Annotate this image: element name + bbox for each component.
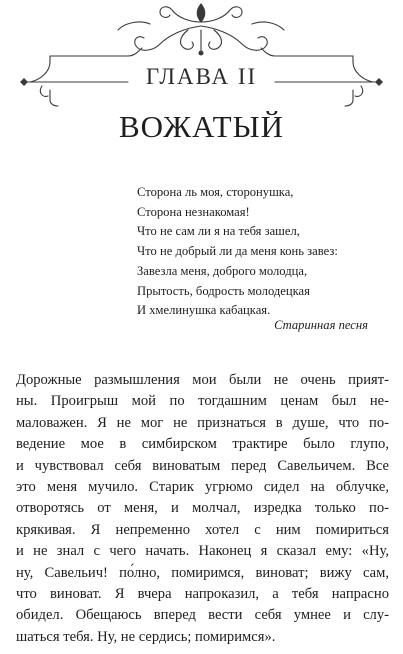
epigraph-line: Что не сам ли я на тебя зашел, bbox=[137, 224, 300, 239]
chapter-title: ВОЖАТЫЙ bbox=[118, 109, 285, 144]
body-line: ну, Савельич! по́лно, помиримся, виноват; вижу сам, bbox=[16, 564, 389, 581]
body-line: шаться тебя. Ну, не сердись; помиримся». bbox=[16, 628, 276, 645]
body-line: Дорожные размышления мои были не очень прият- bbox=[16, 372, 389, 388]
epigraph-line: Прытость, бодрость молодецкая bbox=[137, 283, 310, 298]
ornament-frame bbox=[0, 0, 403, 110]
body-line: ны. Проигрыш мой по тогдашним ценам был не- bbox=[16, 393, 389, 410]
epigraph-line: Завезла меня, доброго молодца, bbox=[137, 263, 308, 278]
epigraph-line: Сторона незнакомая! bbox=[137, 204, 250, 219]
epigraph-source: Старинная песня bbox=[274, 318, 368, 332]
body-line: это меня мучило. Старик угрюмо сидел на облучке, bbox=[16, 479, 389, 496]
body-line: и чувствовал себя виноватым перед Савельичем. Все bbox=[16, 457, 389, 474]
chapter-label: ГЛАВА II bbox=[145, 64, 258, 89]
body-line: маловажен. Я не мог не признаться в душе, что по- bbox=[16, 414, 389, 431]
epigraph-line: Что не добрый ли да меня конь завез: bbox=[137, 244, 338, 259]
body-line: крякивая. Я непременно хотел с ним помириться bbox=[16, 521, 389, 538]
body-line: отворотясь от меня, и молчал, изредка только по- bbox=[16, 500, 389, 517]
epigraph-line: И хмелинушка кабацкая. bbox=[137, 303, 271, 318]
body-line: что виноват. Я вчера напроказил, а тебя напрасно bbox=[16, 586, 389, 603]
body-line: обидел. Обещаюсь вперед вести себя умнее и слу- bbox=[16, 607, 389, 624]
epigraph-line: Сторона ль моя, сторонушка, bbox=[137, 185, 294, 199]
body-paragraph bbox=[16, 370, 389, 648]
top-scroll-ornament bbox=[118, 4, 284, 55]
epigraph bbox=[137, 183, 377, 321]
body-line: ведение мое в симбирском трактире было глупо, bbox=[16, 436, 389, 453]
body-line: и не знал с чего начать. Наконец я сказал ему: «Ну, bbox=[16, 543, 389, 560]
